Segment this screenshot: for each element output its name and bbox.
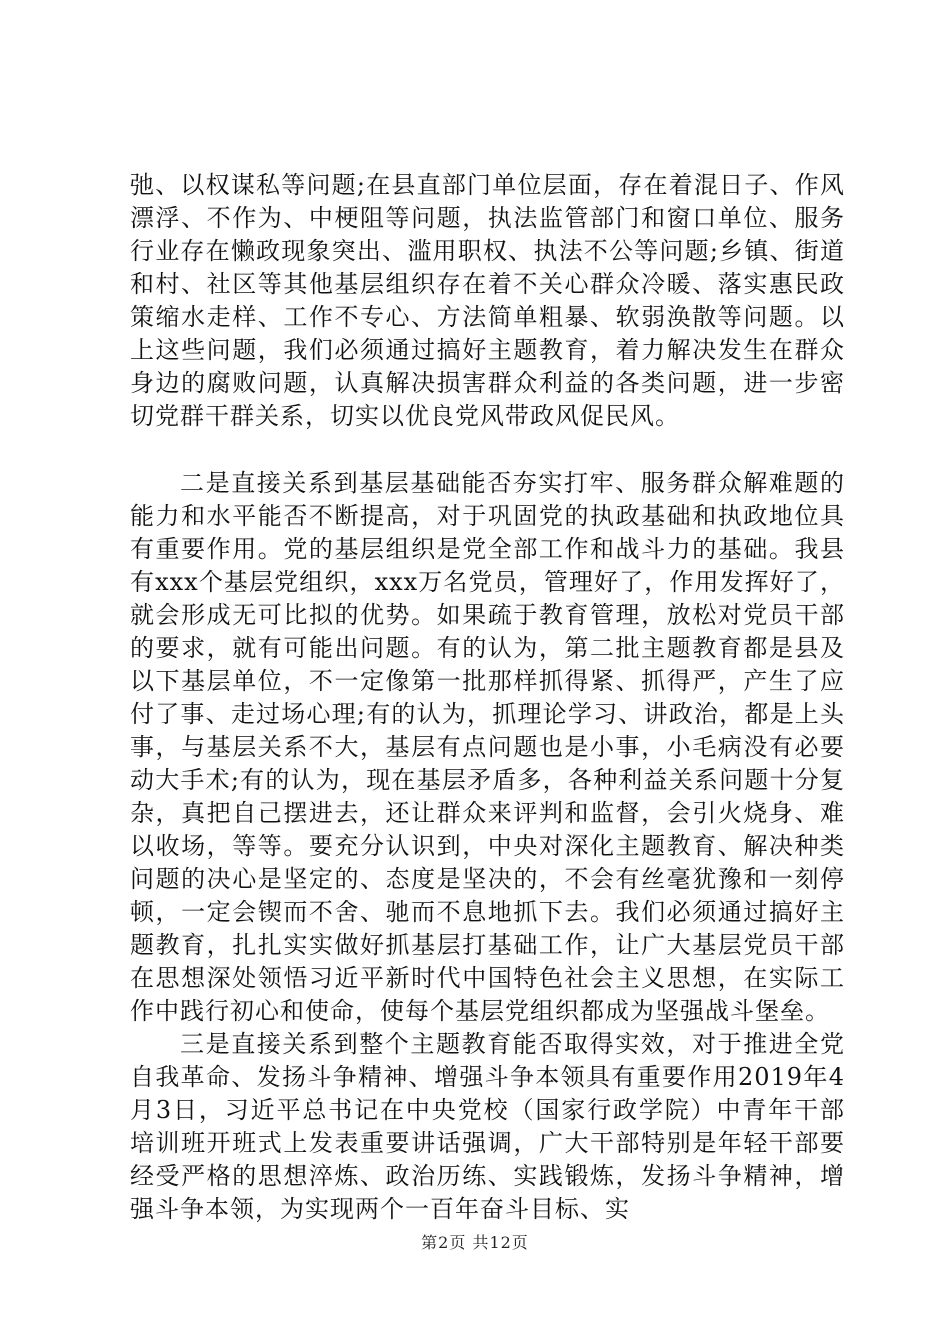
- paragraph-3: 三是直接关系到整个主题教育能否取得实效，对于推进全党自我革命、发扬斗争精神、增强斗争本领具有重要作用2019年4月3日，习近平总书记在中央党校（国家行政学院）中青年干部培训班开班式上发表重要讲话强调，广大干部特别是年轻干部要经受严格的思想淬炼、政治历练、实践锻炼，发扬斗争精神，增强斗争本领，为实现两个一百年奋斗目标、实: [130, 1030, 845, 1223]
- paragraph-2: 二是直接关系到基层基础能否夯实打牢、服务群众解难题的能力和水平能否不断提高，对于巩固党的执政基础和执政地位具有重要作用。党的基层组织是党全部工作和战斗力的基础。我县有xxx个基层党组织，xxx万名党员，管理好了，作用发挥好了，就会形成无可比拟的优势。如果疏于教育管理，放松对党员干部的要求，就有可能出问题。有的认为，第二批主题教育都是县及以下基层单位，不一定像第一批那样抓得紧、抓得严，产生了应付了事、走过场心理;有的认为，抓理论学习、讲政治，都是上头事，与基层关系不大，基层有点问题也是小事，小毛病没有必要动大手术;有的认为，现在基层矛盾多，各种利益关系问题十分复杂，真把自己摆进去，还让群众来评判和监督，会引火烧身、难以收场，等等。要充分认识到，中央对深化主题教育、解决种类问题的决心是坚定的、态度是坚决的，不会有丝毫犹豫和一刻停顿，一定会锲而不舍、驰而不息地抓下去。我们必须通过搞好主题教育，扎扎实实做好抓基层打基础工作，让广大基层党员干部在思想深处领悟习近平新时代中国特色社会主义思想，在实际工作中践行初心和使命，使每个基层党组织都成为坚强战斗堡垒。: [130, 469, 845, 1025]
- document-body: [130, 169, 845, 1226]
- paragraph-gap: [130, 433, 845, 467]
- page-footer: 第2页 共12页: [421, 1233, 529, 1252]
- paragraph-1: 弛、以权谋私等问题;在县直部门单位层面，存在着混日子、作风漂浮、不作为、中梗阻等问题，执法监管部门和窗口单位、服务行业存在懒政现象突出、滥用职权、执法不公等问题;乡镇、街道和村、社区等其他基层组织存在着不关心群众冷暖、落实惠民政策缩水走样、工作不专心、方法简单粗暴、软弱涣散等问题。以上这些问题，我们必须通过搞好主题教育，着力解决发生在群众身边的腐败问题，认真解决损害群众利益的各类问题，进一步密切党群干群关系，切实以优良党风带政风促民风。: [130, 171, 845, 430]
